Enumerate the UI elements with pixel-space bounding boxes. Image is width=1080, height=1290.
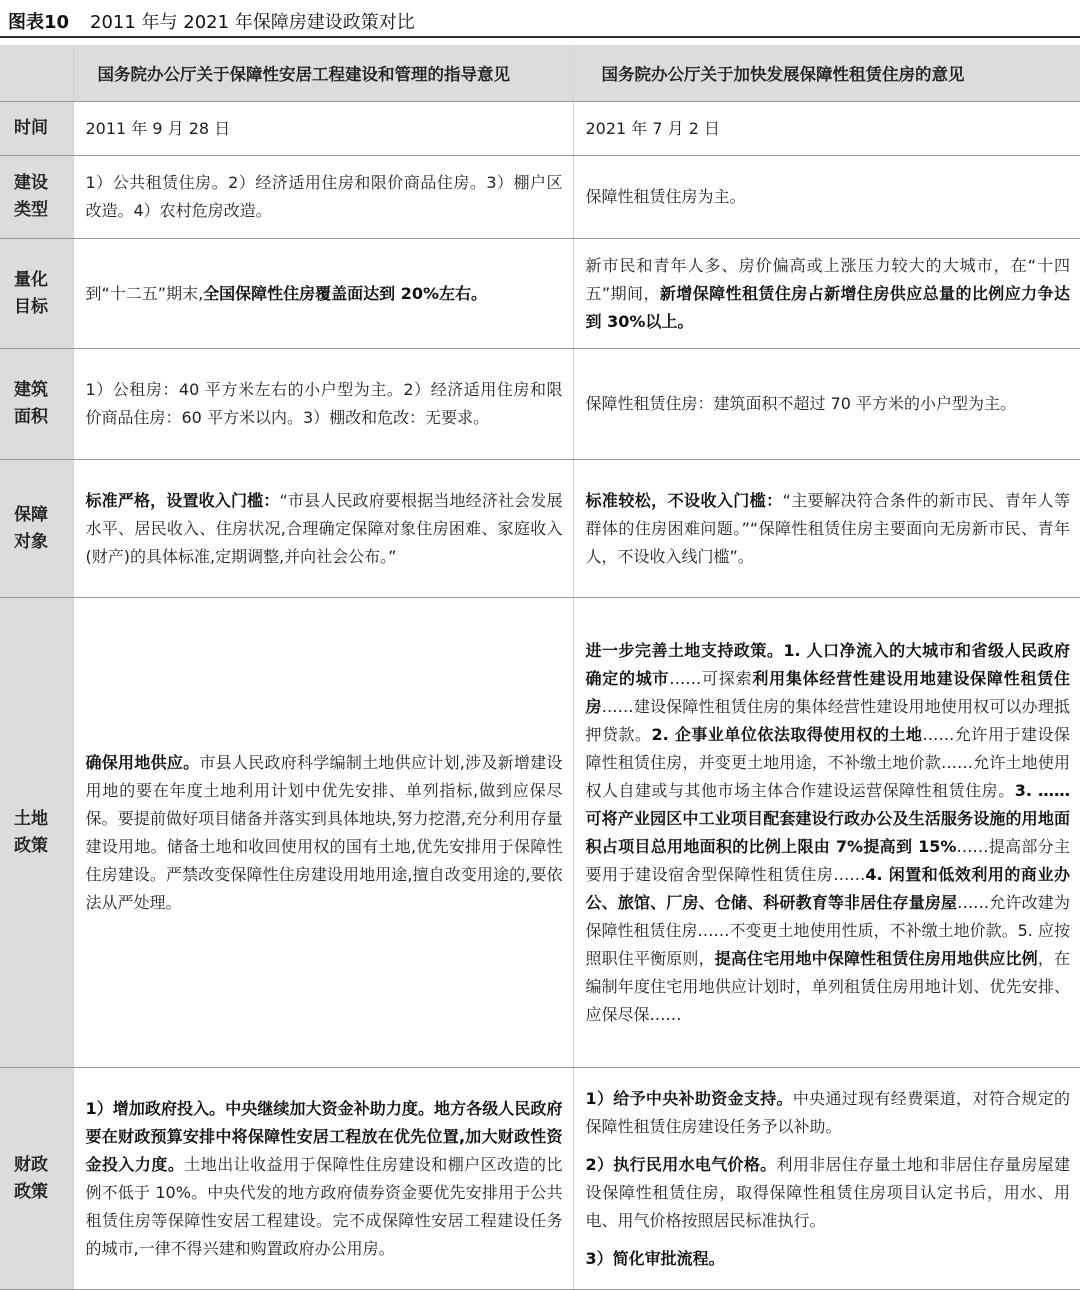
cell-text: ，在编制年度住宅用地供应计划时，单列租赁住房用地计划、优先安排、应保尽保…… (585, 948, 1070, 1024)
cell-text: ……允许用于建设保障性租赁住房，并变更土地用途，不补缴土地价款……允许土地使用权人自建或与其他市场主体合作建设运营保障性租赁住房。 (585, 724, 1070, 800)
cell-paragraph (586, 1151, 1071, 1235)
cell-paragraph (586, 1085, 1071, 1141)
cell-paragraph (586, 637, 1071, 1029)
bold-text: 4. 闲置和低效利用的商业办公、旅馆、厂房、仓储、科研教育等非居住存量房屋 (585, 864, 1070, 912)
cell-2021 (573, 460, 1080, 598)
bold-text: 进一步完善土地支持政策。1. 人口净流入的大城市和省级人民政府确定的城市 (585, 640, 1070, 688)
bold-text: 2. 企事业单位依法取得使用权的土地 (651, 724, 923, 744)
row-label (0, 156, 73, 239)
cell-paragraph (86, 376, 563, 432)
cell-2021 (573, 1068, 1080, 1290)
table-row-floor-area (0, 349, 1080, 460)
cell-text: 中央通过现有经费渠道，对符合规定的保障性租赁住房建设任务予以补助。 (585, 1088, 1070, 1136)
bold-text: 1）增加政府投入。中央继续加大资金补助力度。地方各级人民政府要在财政预算安排中将保障性安居工程放在优先位置,加大财政性资金投入力度。 (85, 1098, 563, 1174)
cell-paragraph (586, 487, 1071, 571)
cell-2011 (73, 102, 573, 156)
row-label-text: 时间 (14, 118, 48, 138)
cell-paragraph (586, 1245, 1071, 1273)
cell-text: 利用非居住存量土地和非居住存量房屋建设保障性租赁住房，取得保障性租赁住房项目认定书后，用水、用电、用气价格按照居民标准执行。 (585, 1154, 1070, 1230)
column-header-2011: 国务院办公厅关于保障性安居工程建设和管理的指导意见 (73, 45, 573, 102)
cell-text: 1）公租房：40 平方米左右的小户型为主。2）经济适用住房和限价商品住房：60 平方米以内。3）棚改和危改：无要求。 (85, 380, 563, 427)
bold-text: 提高住宅用地中保障性租赁住房用地供应比例 (714, 948, 1038, 968)
cell-text: 到“十二五”期末, (85, 283, 204, 303)
cell-paragraph (86, 115, 563, 143)
cell-text: 土地出让收益用于保障性住房建设和棚户区改造的比例不低于 10%。中央代发的地方政府债券资金要优先安排用于公共租赁住房等保障性安居工程建设。完不成保障性安居工程建设任务的城市,一律不得兴建和购置政府办公用房。 (85, 1154, 563, 1258)
bold-text: 全国保障性住房覆盖面达到 20%左右。 (203, 283, 488, 303)
cell-text: ……提高部分主要用于建设宿舍型保障性租赁住房…… (585, 836, 1070, 884)
cell-paragraph (586, 115, 1071, 143)
bold-text: 3）简化审批流程。 (585, 1248, 725, 1268)
cell-2021 (573, 102, 1080, 156)
bold-text: 2）执行民用水电气价格。 (585, 1154, 777, 1174)
table-row-quant-target (0, 239, 1080, 349)
cell-text: 新市民和青年人多、房价偏高或上涨压力较大的大城市，在“十四五”期间， (585, 255, 1070, 303)
cell-text: ……可探索 (669, 668, 753, 688)
cell-2021 (573, 349, 1080, 460)
cell-paragraph (586, 183, 1071, 211)
row-label-text: 建设类型 (14, 173, 48, 220)
cell-paragraph (586, 390, 1071, 418)
cell-2021 (573, 239, 1080, 349)
row-label-text: 建筑面积 (14, 380, 48, 427)
header-corner (0, 45, 73, 102)
row-label (0, 460, 73, 598)
cell-paragraph (86, 749, 563, 917)
cell-2011 (73, 239, 573, 349)
cell-paragraph (586, 252, 1071, 336)
row-label-text: 保障对象 (14, 504, 48, 552)
table-row-construction-type (0, 156, 1080, 239)
bold-text: 标准严格，设置收入门槛： (85, 490, 280, 510)
cell-paragraph (86, 1095, 563, 1263)
cell-text: “市县人民政府要根据当地经济社会发展水平、居民收入、住房状况,合理确定保障对象住房困难、家庭收入(财产)的具体标准,定期调整,并向社会公布。” (85, 490, 563, 566)
table-row-land-policy (0, 598, 1080, 1068)
bold-text: 利用集体经营性建设用地建设保障性租赁住房 (585, 668, 1070, 716)
cell-2011 (73, 460, 573, 598)
cell-paragraph (86, 169, 563, 225)
row-label-text: 量化目标 (14, 269, 48, 317)
cell-text: 2021 年 7 月 2 日 (585, 118, 721, 138)
table-row-fiscal-policy (0, 1068, 1080, 1290)
row-label (0, 598, 73, 1068)
row-label (0, 349, 73, 460)
cell-paragraph (86, 487, 563, 571)
bold-text: 1）给予中央补助资金支持。 (585, 1088, 793, 1108)
cell-paragraph (86, 280, 563, 308)
cell-text: 市县人民政府科学编制土地供应计划,涉及新增建设用地的要在年度土地利用计划中优先安排、单列指标,做到应保尽保。要提前做好项目储备并落实到具体地块,努力挖潜,充分利用存量建设用地。储备土地和收回使用权的国有土地,优先安排用于保障性住房建设。严禁改变保障性住房建设用地用途,擅自改变用途的,要依法从严处理。 (85, 752, 563, 912)
cell-2011 (73, 1068, 573, 1290)
bold-text: 新增保障性租赁住房占新增住房供应总量的比例应力争达到 30%以上。 (585, 283, 1070, 331)
row-label (0, 1068, 73, 1290)
bold-text: 标准较松，不设收入门槛： (585, 490, 783, 510)
cell-2011 (73, 598, 573, 1068)
figure-label: 图表10 (8, 12, 70, 33)
cell-2021 (573, 598, 1080, 1068)
row-label (0, 102, 73, 156)
table-header-row (0, 45, 1080, 102)
column-header-2021: 国务院办公厅关于加快发展保障性租赁住房的意见 (573, 45, 1080, 102)
cell-text: 2011 年 9 月 28 日 (85, 118, 231, 138)
row-label-text: 土地政策 (14, 808, 48, 856)
cell-text: ……建设保障性租赁住房的集体经营性建设用地使用权可以办理抵押贷款。 (585, 696, 1070, 744)
cell-text: 保障性租赁住房为主。 (585, 187, 746, 206)
policy-comparison-table (0, 45, 1080, 1290)
cell-2011 (73, 349, 573, 460)
bold-text: 确保用地供应。 (85, 752, 200, 772)
row-label (0, 239, 73, 349)
bold-text: 3. ……可将产业园区中工业项目配套建设行政办公及生活服务设施的用地面积占项目总用地面积的比例上限由 7%提高到 15% (585, 780, 1070, 856)
figure-title: 2011 年与 2021 年保障房建设政策对比 (90, 12, 415, 33)
table-row-time (0, 102, 1080, 156)
cell-2011 (73, 156, 573, 239)
table-row-eligibility (0, 460, 1080, 598)
row-label-text: 财政政策 (14, 1154, 48, 1202)
figure-header (0, 0, 1080, 38)
cell-text: 保障性租赁住房：建筑面积不超过 70 平方米的小户型为主。 (585, 394, 1017, 413)
cell-text: “主要解决符合条件的新市民、青年人等群体的住房困难问题。”“保障性租赁住房主要面向无房新市民、青年人，不设收入线门槛”。 (585, 490, 1070, 566)
cell-text: 1）公共租赁住房。2）经济适用住房和限价商品住房。3）棚户区改造。4）农村危房改造。 (85, 173, 563, 220)
cell-text: ……允许改建为保障性租赁住房……不变更土地使用性质，不补缴土地价款。5. 应按照职住平衡原则， (585, 892, 1070, 968)
cell-2021 (573, 156, 1080, 239)
